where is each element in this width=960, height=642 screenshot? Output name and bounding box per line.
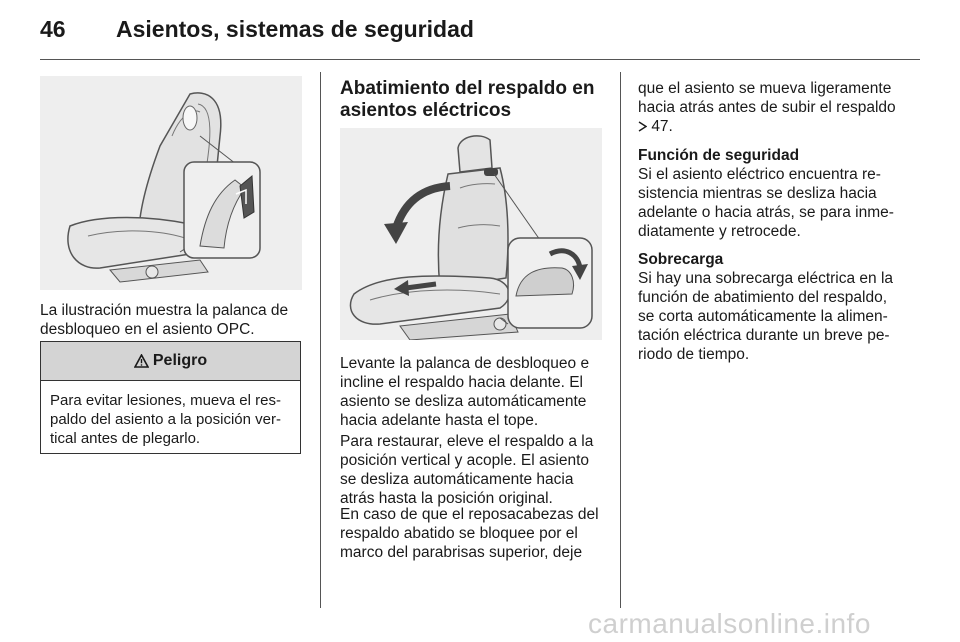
text-line: diatamente y retrocede. [638,223,801,240]
text-line: tación eléctrica durante un breve pe- [638,327,890,344]
page-title: Asientos, sistemas de seguridad [116,16,474,42]
figure-caption [40,301,310,339]
section-heading [340,78,610,122]
text-line: Para restaurar, eleve el respaldo a la [340,433,594,450]
text-line: hacia adelante hasta el tope. [340,412,539,429]
text-line: hacia atrás antes de subir el respaldo [638,99,896,116]
danger-line: tical antes de plegarlo. [50,430,201,447]
site-watermark: carmanualsonline.info [588,608,871,639]
header-rule [40,59,920,60]
instructions-para-2 [340,432,610,508]
page-ref-icon [638,121,647,132]
text-line: marco del parabrisas superior, deje [340,544,583,561]
opc-seat-illustration [40,76,302,290]
text-line: que el asiento se mueva ligeramente [638,80,892,97]
text-line: se desliza automáticamente hacia [340,471,574,488]
opc-seat-figure [40,76,302,290]
heading-line: asientos eléctricos [340,100,512,121]
page-number: 46 [40,16,66,42]
danger-box [40,341,301,454]
danger-line: Para evitar lesiones, mueva el res- [50,392,281,409]
caption-line: desbloqueo en el asiento OPC. [40,321,255,338]
text-line: asiento se desliza automáticamente [340,393,587,410]
text-line: adelante o hacia atrás, se para inme- [638,204,894,221]
text-line: posición vertical y acople. El asiento [340,452,589,469]
danger-text [41,381,300,458]
instructions-para-3 [340,505,610,562]
caption-line: La ilustración muestra la palanca de [40,302,289,319]
overload-title: Sobrecarga [638,251,724,268]
electric-seat-illustration [340,128,602,340]
text-line: Si el asiento eléctrico encuentra re- [638,166,881,183]
danger-title: Peligro [152,352,208,369]
text-line: se corta automáticamente la alimen- [638,308,888,325]
danger-box-header [41,342,300,381]
electric-seat-figure [340,128,602,340]
column-divider-1 [320,72,321,608]
page-ref[interactable] [638,118,673,135]
page-ref-number: 47. [651,118,673,135]
safety-function-text [638,165,920,241]
text-line: Si hay una sobrecarga eléctrica en la [638,270,894,287]
danger-line: paldo del asiento a la posición ver- [50,411,281,428]
text-line: En caso de que el reposacabezas del [340,506,599,523]
text-line: Levante la palanca de desbloqueo e [340,355,590,372]
text-line: respaldo abatido se bloquee por el [340,525,578,542]
overload-text [638,269,920,364]
text-line: incline el respaldo hacia delante. El [340,374,583,391]
text-line: función de abatimiento del respaldo, [638,289,888,306]
heading-line: Abatimiento del respaldo en [340,78,595,99]
warning-triangle-icon [134,354,149,368]
safety-function-title: Función de seguridad [638,147,800,164]
column-divider-2 [620,72,621,608]
page-header [40,16,920,56]
continued-para [638,79,920,136]
text-line: sistencia mientras se desliza hacia [638,185,877,202]
instructions-para-1 [340,354,610,430]
text-line: atrás hasta la posición original. [340,490,553,507]
text-line: riodo de tiempo. [638,346,750,363]
